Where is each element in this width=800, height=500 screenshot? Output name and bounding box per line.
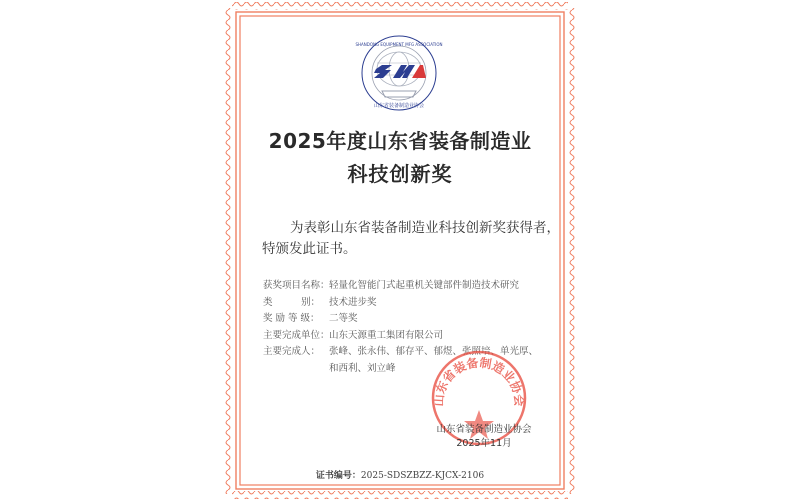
sema-association-logo-icon <box>349 33 449 113</box>
field-label: 奖 励 等 级： <box>263 313 320 324</box>
field-value: 张峰、张永伟、郁存平、郁煜、张照培、单光厚、 <box>329 346 539 357</box>
field-award-level <box>263 311 563 328</box>
field-category <box>263 295 563 312</box>
field-value: 技术进步奖 <box>329 296 377 308</box>
field-label: 主要完成单位： <box>263 329 330 341</box>
field-value: 和西利、刘立峰 <box>329 362 396 374</box>
field-project-name <box>263 278 563 295</box>
intro-line2: 特颁发此证书。 <box>262 241 357 257</box>
certificate-number <box>224 468 576 481</box>
field-value: 二等奖 <box>329 313 358 324</box>
issuer-block <box>419 423 549 451</box>
field-value: 轻量化智能门式起重机关键部件制造技术研究 <box>329 280 520 291</box>
svg-text:SHANDONG EQUIPMENT MFG ASSOCIA: SHANDONG EQUIPMENT MFG ASSOCIATION <box>355 42 443 47</box>
field-main-unit <box>263 328 563 345</box>
issuer-name: 山东省装备制造业协会 <box>436 424 532 435</box>
certificate-title-line2: 科技创新奖 <box>347 162 453 186</box>
field-value: 山东天源重工集团有限公司 <box>329 329 444 341</box>
field-label: 获奖项目名称： <box>263 280 330 291</box>
svg-text:山东省装备制造业协会: 山东省装备制造业协会 <box>431 355 527 407</box>
field-label: 类 别： <box>263 296 321 308</box>
svg-text:山东省装备制造业协会: 山东省装备制造业协会 <box>373 103 425 109</box>
intro-line1: 为表彰山东省装备制造业科技创新奖获得者， <box>290 220 560 236</box>
certificate-number-value: 2025-SDSZBZZ-KJCX-2106 <box>360 471 485 481</box>
certificate-title-line1: 2025年度山东省装备制造业 <box>268 129 532 153</box>
certificate <box>224 0 576 500</box>
field-label: 主要完成人： <box>263 346 321 357</box>
certificate-intro <box>262 218 562 260</box>
issue-date: 2025年11月 <box>456 438 512 449</box>
certificate-number-label: 证书编号： <box>315 471 361 481</box>
